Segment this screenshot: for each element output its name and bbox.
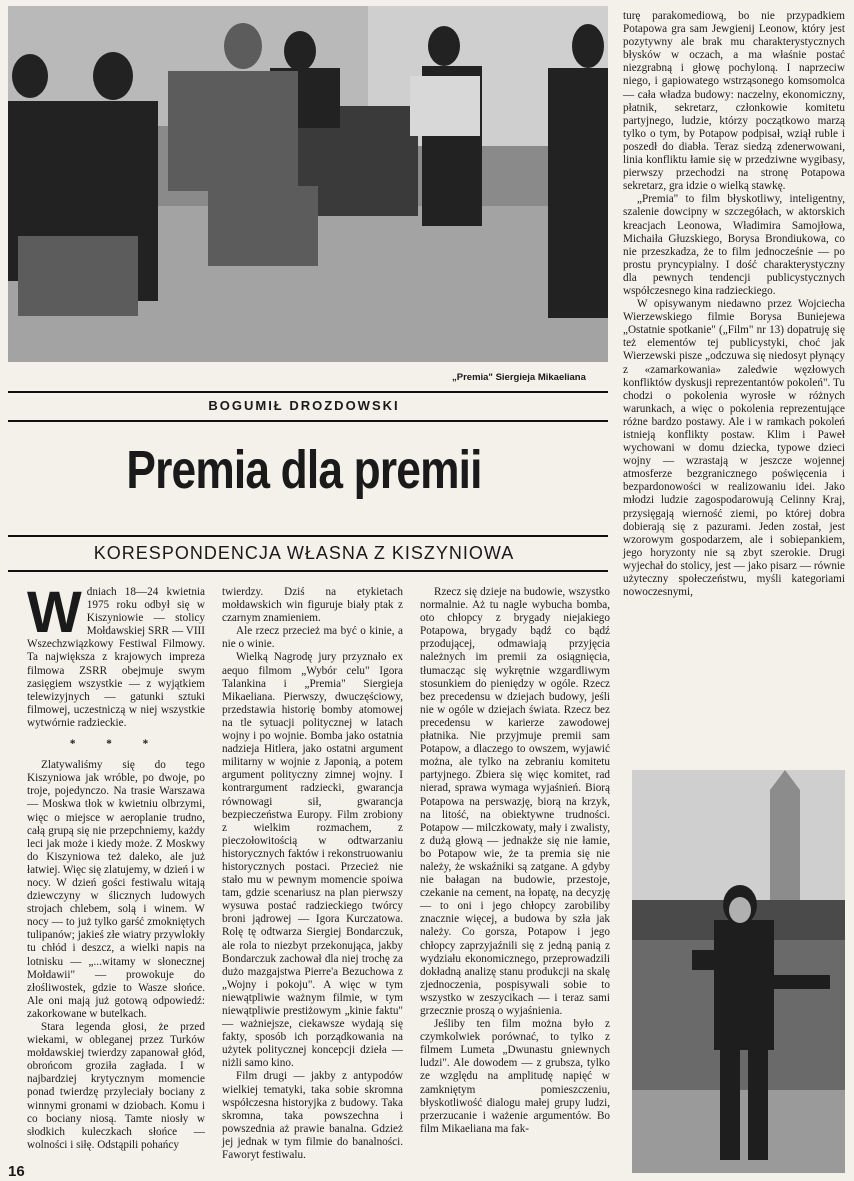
section-separator: * * * [69, 738, 163, 751]
top-photo-caption: „Premia" Siergieja Mikaeliana [452, 372, 586, 383]
paragraph: Zlatywaliśmy się do tego Kiszyniowa jak wróble, po dwoje, po troje, pojedynczo. Na trasie Warszawa — Moskwa tłok w kwietniu olbrzymi, więc o miejsce w aeroplanie trudno, całą grupą się nie przepchniemy, każdy leci jak może i kiedy może. Z Moskwy do Kiszyniowa też daleko, ale już łatwiej. Więc się zlatujemy, w dzień i w nocy. W dzień gości festiwalu witają dziewczyny w ślicznych ludowych strojach chlebem, solą i winem. W nocy — to już tylko garść zmokniętych tulipanów; jakieś złe wiatry przywlokły tu chłód i deszcz, a wielki napis na lotnisku — „...witamy w słonecznej Mołdawii" — prowokuje do złośliwostek, gdzie to Wasze słońce. Ale oni mają już gotową odpowiedź: zakorkowane w butelkach. [27, 759, 205, 1020]
top-photo [8, 6, 608, 362]
paragraph: twierdzy. Dziś na etykietach mołdawskich win figuruje biały ptak z czarnym znamieniem. [222, 586, 403, 625]
paragraph: Stara legenda głosi, że przed wiekami, w obleganej przez Turków mołdawskiej twierdzy zapanował głód, obrońcom groziła zagłada. I w najbardziej krytycznym momencie ponad twierdzę przyleciały bociany z winnymi gronami w dziobach. Komu i co bociany niosą. Tamte niosły w słodkich kuleczkach słońce — wolności i siłę. Odstąpili pohańcy [27, 1021, 205, 1151]
header-rule-bottom [8, 570, 608, 572]
article-title: Premia dla premii [126, 440, 482, 500]
paragraph: Film drugi — jakby z antypodów wielkiej tematyki, taka sobie skromna współczesna historyjka z budowy. Taka skromna, taka powszechna i powszednia aż prawie banalna. Gdzież jej jednak w tym filmie do banalności. Faworyt festiwalu. [222, 1070, 403, 1162]
header-rule-3 [8, 535, 608, 537]
paragraph: dniach 18—24 kwietnia 1975 roku odbył się w Kiszyniowie — stolicy Mołdawskiej SRR — VIII Wszechzwiązkowy Festiwal Filmowy. Ta największa z krajowych impreza filmowa ZSRR obejmuje swym zasięgiem wszystkie — z wyjątkiem telewizyjnych — gatunki sztuki filmowej, uczestniczą w niej wszystkie wytwórnie radzieckie. [27, 586, 205, 729]
text-column-2 [222, 586, 403, 1162]
drop-cap: W [27, 580, 82, 645]
boy-photo-image [632, 770, 845, 1173]
text-column-3 [420, 586, 610, 1136]
paragraph: Rzecz się dzieje na budowie, wszystko normalnie. Aż tu nagle wybucha bomba, oto chłopcy z brygady niejakiego Potapowa, brygady bądź co bądź przodującej, odmawiają przyjęcia należnych im premii za osiągnięcia, tłumacząc się wykrętnie wzgardliwym stosunkiem do pieniędzy w ogóle. Rzecz bez precedensu w dziejach budowy, jeśli nie w ogóle w dziejach świata. Rzecz bez precedensu w karierze zawodowej płatnika. Nie przyjmuje premii sam Potapow, a dlaczego to owszem, wyjawić można, ale tylko na zebraniu komitetu partyjnego. Zbiera się więc komitet, rad nierad, sprawa wymaga wyjaśnień. Biorą Potapowa na perswazję, biorą na krzyk, na litość, na obiektywne trudności. Potapow — milczkowaty, mały i zwalisty, z dużą głową — jednakże się nie łamie, bo Potapow wie, że ta premia się nie należy, że wskaźniki są zatgane. A gdyby nie bałagan na budowie, przestoje, czekanie na cement, na łopatę, na decyzję — to oni i jego chłopcy zarobiliby znacznie więcej, a budowa by szła jak należy. Co gorsza, Potapow i jego chłopcy zaprzyjaźnili się z jedną panią z wydziału ekonomicznego, przeprowadzili dokładną analizę stanu produkcji na skalę zjednoczenia, pospisywali sobie to wszystko w zeszycikach — i teraz sami grzecznie proszą o wyjaśnienia. [420, 586, 610, 1017]
text-column-4 [623, 10, 845, 599]
paragraph: Wielką Nagrodę jury przyznało ex aequo filmom „Wybór celu" Igora Talankina i „Premia" Siergieja Mikaeliana. Pierwszy, dwuczęściowy, przedstawia historię bomby atomowej na tle sytuacji politycznej w latach wojny i po wojnie. Bomba jako ostatnia nadzieja Hitlera, jako ostatni argument militarny w wojnie z Japonią, a potem argument polityczny zimnej wojny. I kontrargument radziecki, gwarancja równowagi sił, gwarancja bezpieczeństwa Europy. Film zrobiony z wielkim rozmachem, z pieczołowitością w odtwarzaniu historycznych faktów i rekonstruowaniu historycznych postaci. Przecież nie stało mu w pewnym momencie spoiwa tam, gdzie scenariusz na plan pierwszy wysuwa postać radzieckiego twórcy broni jądrowej — Igora Kurczatowa. Rolę tę odtwarza Siergiej Bondarczuk, ale rola to niezbyt przekonująca, jakby Bondarczuk zachował dla niej trochę za dużo mazgajstwa Pierre'a Bezuchowa z „Wojny i pokoju". A więc w tym niewątpliwie ważnym filmie, w tym niewątpliwie prestiżowym „kinie faktu" — ważniejsze, ciekawsze wydają się fakty, sposób ich porządkowania na użytek politycznej koncepcji dzieła — niżli samo kino. [222, 651, 403, 1070]
page-number: 16 [8, 1163, 25, 1180]
paragraph: W opisywanym niedawno przez Wojciecha Wierzewskiego filmie Borysa Buniejewa „Ostatnie spotkanie" („Film" nr 13) dopatruję się też elementów tej publicystyki, choć jak Wierzewski pisze „odczuwa się niedosyt płynący z «zamarkowania» zaledwie węzłowych konfliktów dyskusji reprezentantów pokoleń". Tu chodzi o pokolenia wyrosłe w różnych warunkach, a więc o pokolenia reprezentujące różne bardzo postawy. Ale i w ramkach pokoleń istnieją konflikty postaw. Klim i Paweł wychowani w domu dziecka, typowe dzieci wojny — wzrastają w jeszcze wojennej atmosferze bezgranicznego poświęcenia i bezpardonowości w realizowaniu idei. Jako młodzi ludzie zagospodarowują Celinny Kraj, przysięgają wierność ziemi, po której dobra dobierają się z pazurami. Jeden został, jest wzorowym gospodarzem, ale i sobiepankiem, jego horyzonty nie są zbyt szerokie. Drugi wyjechał do stolicy, jest — jako pisarz — równie użyteczny społeczeństwu, myśli kategoriami nowoczesnymi, [623, 298, 845, 599]
paragraph: turę parakomediową, bo nie przypadkiem Potapowa gra sam Jewgienij Leonow, który jest pozytywny ale brak mu charakterystycznych błysków w oczach, a ma właśnie postać niezgrabną i głowę pochyloną. I naprzeciw niego, i gapiowatego wstrząsonego komsomolca — cała władza budowy: naczelny, ekonomiczny, płatnik, sekretarz, członkowie komitetu partyjnego, ludzie, którzy początkowo marzą tylko o tym, by Potapow podpisał, wziął ruble i poszedł do diabła. Teraz siedzą zdenerwowani, linia konfliktu łamie się w przedziwne wygibasy, pierwszy przechodzi na stronę Potapowa sekretarz, gra idzie o wielką stawkę. [623, 10, 845, 193]
header-rule-top [8, 391, 608, 393]
text-column-1 [27, 580, 205, 1152]
author-name: BOGUMIŁ DROZDOWSKI [208, 398, 400, 413]
paragraph: Jeśliby ten film można było z czymkolwiek porównać, to tylko z filmem Lumeta „Dwunastu gniewnych ludzi". Ale dowodem — z grubsza, tylko ze względu na amplitudę napięć w zamkniętym pomieszczeniu, błyskotliwość dialogu małej grupy ludzi, przerzucanie i ważenie argumentów. Bo film Mikaeliana ma fak- [420, 1018, 610, 1135]
bottom-photo [632, 770, 845, 1173]
header-rule-2 [8, 420, 608, 422]
meeting-scene-image [8, 6, 608, 362]
paragraph: Ale rzecz przecież ma być o kinie, a nie o winie. [222, 625, 403, 651]
paragraph: „Premia" to film błyskotliwy, inteligentny, szalenie dowcipny w szczegółach, w aktorskich kreacjach Leonowa, Władimira Samojłowa, Michaiła Głuzskiego, Borysa Brondiukowa, co nie przeszkadza, że to film jednocześnie — po prostu pryncypialny. I dość charakterystyczny dla pewnych tendencji publicystycznych współczesnego kina radzieckiego. [623, 193, 845, 297]
article-subtitle: KORESPONDENCJA WŁASNA Z KISZYNIOWA [93, 543, 515, 563]
